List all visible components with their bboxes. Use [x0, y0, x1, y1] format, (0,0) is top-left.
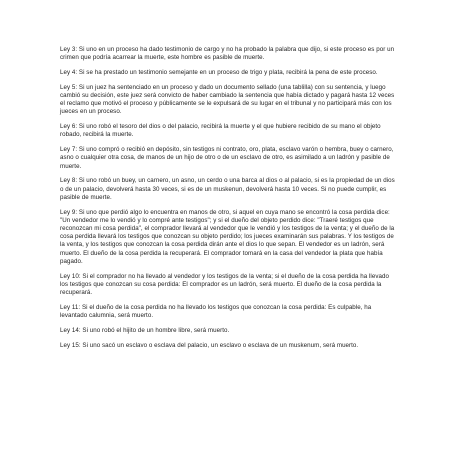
law-14-paragraph: Ley 14: Si uno robó el hijito de un hombre libre, será muerto.	[60, 326, 230, 334]
law-5-paragraph: Ley 5: Si un juez ha sentenciado en un proceso y dado un documento sellado (una tablilla) con su sentencia, y luego cambió su decisión, este juez será convicto de haber cambiado la sentencia que había dictado y pagará hasta 12 veces el reclamo que motivó el proceso y públicamente se le expulsará de su lugar en el tribunal y no participará más con los jueces en un proceso.	[60, 83, 395, 116]
law-15-paragraph: Ley 15: Si uno sacó un esclavo o esclava del palacio, un esclavo o esclava de un muskenum, será muerto.	[60, 341, 359, 349]
law-6-paragraph: Ley 6: Si uno robó el tesoro del dios o del palacio, recibirá la muerte y el que hubiere recibido de su mano el objeto robado, recibirá la muerte.	[60, 123, 381, 139]
law-4-paragraph: Ley 4: Si se ha prestado un testimonio semejante en un proceso de trigo y plata, recibirá la pena de este proceso.	[60, 69, 378, 76]
law-11-paragraph: Ley 11: Si el dueño de la cosa perdida no ha llevado los testigos que conozcan la cosa perdida: Es culpable, ha levantado calumnia, será muerto.	[60, 303, 372, 320]
law-3-paragraph: Ley 3: Si uno en un proceso ha dado testimonio de cargo y no ha probado la palabra que dijo, si este proceso es por un crimen que podría acarrear la muerte, este hombre es pasible de muerte.	[60, 46, 395, 62]
law-7-paragraph: Ley 7: Si uno compró o recibió en depósito, sin testigos ni contrato, oro, plata, esclavo varón o hembra, buey o carnero, asno o cualquier otra cosa, de manos de un hijo de otro o de un esclavo de otro, es asimilado a un ladrón y pasible de muerte.	[60, 146, 394, 170]
law-9-paragraph: Ley 9: Si uno que perdió algo lo encuentra en manos de otro, si aquel en cuya mano se encontró la cosa perdida dice: "Un vendedor me lo vendió y lo compré ante testigos"; y si el dueño del objeto perdido dice: "Traeré testigos que reconozcan mi cosa perdida", el comprador llevará al vendedor que le vendió y los testigos de la venta; y el dueño de la cosa perdida llevará los testigos que conozcan su objeto perdido; los jueces examinarán sus palabras. Y los testigos de la venta, y los testigos que conozcan la cosa perdida dirán ante el dios lo que sepan. El vendedor es un ladrón, será muerto. El dueño de la cosa perdida la recuperará. El comprador tomará en la casa del vendedor la plata que había pagado.	[60, 208, 395, 265]
law-8-paragraph: Ley 8: Si uno robó un buey, un carnero, un asno, un cerdo o una barca al dios o al palacio, si es la propiedad de un dios o de un palacio, devolverá hasta 30 veces, si es de un muskenun, devolverá hasta 10 veces. Si no puede cumplir, es pasible de muerte.	[60, 177, 395, 201]
law-10-paragraph: Ley 10: Si el comprador no ha llevado al vendedor y los testigos de la venta; si el dueño de la cosa perdida ha llevado los testigos que conozcan su cosa perdida: El comprador es un ladrón, será muerto. El dueño de la cosa perdida la recuperará.	[60, 272, 389, 297]
